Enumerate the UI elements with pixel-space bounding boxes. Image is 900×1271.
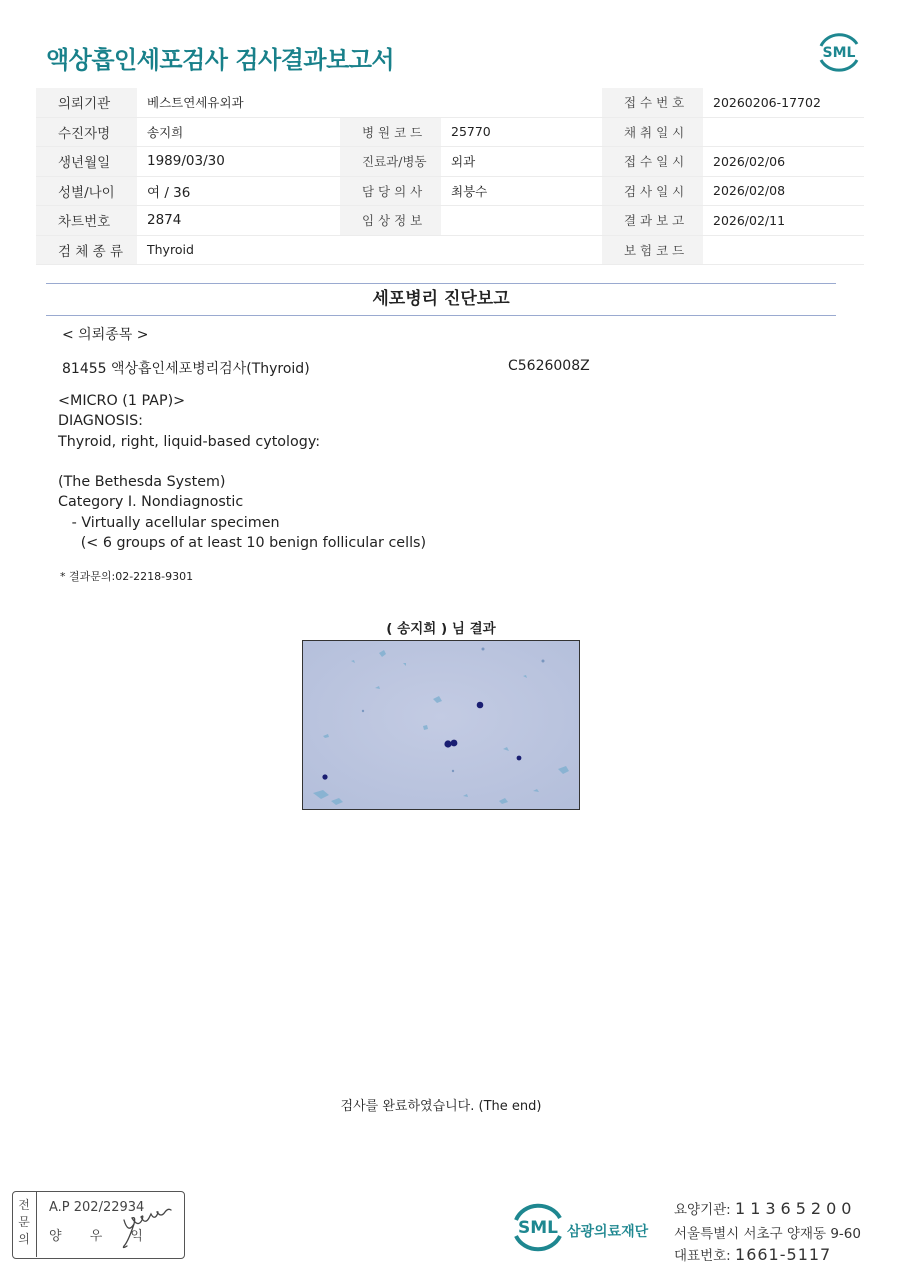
- info-label: 담 당 의 사: [340, 176, 441, 206]
- diagnosis-text: <MICRO (1 PAP)> DIAGNOSIS: Thyroid, right, liquid-based cytology: (The Bethesda System) Category I. Nondiagnostic - Virtually acellular specimen (< 6 groups of at least 10 benign follicular cells): [58, 393, 427, 552]
- info-value: 베스트연세유외과: [137, 88, 340, 117]
- info-value: Thyroid: [137, 235, 340, 265]
- info-value: [441, 88, 602, 117]
- info-label: 성별/나이: [36, 176, 137, 206]
- representative-phone: [674, 1244, 831, 1264]
- info-value: 2874: [137, 206, 340, 236]
- sml-foundation-logo-text: SML: [518, 1218, 558, 1238]
- info-value: [703, 235, 864, 265]
- footer-address: 서울특별시 서초구 양재동 9-60: [674, 1226, 861, 1242]
- care-number: 11365200: [735, 1199, 857, 1218]
- specialist-label-char: 문: [18, 1215, 30, 1229]
- sml-logo-text: SML: [822, 45, 856, 61]
- info-row: [36, 117, 864, 147]
- sml-logo-icon: [815, 30, 863, 74]
- info-row: [36, 147, 864, 177]
- info-label: 병 원 코 드: [340, 117, 441, 147]
- info-label: 차트번호: [36, 206, 137, 236]
- sml-foundation-logo-icon: [510, 1200, 566, 1254]
- info-value: [703, 117, 864, 147]
- info-row: [36, 176, 864, 206]
- info-value: 2026/02/06: [703, 147, 864, 177]
- request-number: C5626008Z: [508, 358, 590, 374]
- foundation-name: 삼광의료재단: [567, 1224, 649, 1240]
- specialist-label: [12, 1191, 37, 1257]
- info-label: 채 취 일 시: [602, 117, 703, 147]
- request-item: 81455 액상흡인세포병리검사(Thyroid): [62, 361, 310, 377]
- care-institution-number: [674, 1198, 856, 1218]
- info-value: [441, 206, 602, 236]
- info-value: [441, 235, 602, 265]
- cytology-slide-image: [302, 640, 580, 810]
- info-label: 접 수 번 호: [602, 88, 703, 117]
- phone-number: 1661-5117: [735, 1245, 832, 1264]
- info-value: 송지희: [137, 117, 340, 147]
- info-label: 결 과 보 고: [602, 206, 703, 236]
- info-row: [36, 235, 864, 265]
- info-label: 수진자명: [36, 117, 137, 147]
- info-value: 20260206-17702: [703, 88, 864, 117]
- pathologist-name: 양 우 익: [49, 1229, 155, 1244]
- result-contact: * 결과문의:02-2218-9301: [60, 570, 194, 583]
- phone-label: 대표번호:: [674, 1248, 736, 1264]
- info-label: [340, 235, 441, 265]
- info-value: 1989/03/30: [137, 147, 340, 177]
- info-label: 검 사 일 시: [602, 176, 703, 206]
- specialist-label-char: 전: [18, 1198, 30, 1212]
- info-label: [340, 88, 441, 117]
- info-label: 접 수 일 시: [602, 147, 703, 177]
- info-label: 임 상 정 보: [340, 206, 441, 236]
- info-label: 진료과/병동: [340, 147, 441, 177]
- info-row: [36, 88, 864, 117]
- info-value: 여 / 36: [137, 176, 340, 206]
- section-divider: [46, 315, 836, 316]
- section-title: 세포병리 진단보고: [372, 289, 510, 309]
- patient-info-table: [36, 88, 864, 265]
- info-value: 최붕수: [441, 176, 602, 206]
- info-value: 2026/02/11: [703, 206, 864, 236]
- specialist-label-char: 의: [18, 1232, 30, 1246]
- info-label: 생년월일: [36, 147, 137, 177]
- info-value: 2026/02/08: [703, 176, 864, 206]
- info-label: 검 체 종 류: [36, 235, 137, 265]
- image-caption: ( 송지희 ) 님 결과: [386, 621, 496, 637]
- info-value: 25770: [441, 117, 602, 147]
- end-message: 검사를 완료하였습니다. (The end): [340, 1099, 542, 1114]
- report-title: 액상흡인세포검사 검사결과보고서: [46, 46, 395, 74]
- info-value: 외과: [441, 147, 602, 177]
- care-label: 요양기관:: [674, 1202, 736, 1218]
- request-header: < 의뢰종목 >: [62, 327, 149, 343]
- info-row: [36, 206, 864, 236]
- info-label: 의뢰기관: [36, 88, 137, 117]
- ap-number: A.P 202/22934: [49, 1200, 145, 1215]
- info-label: 보 험 코 드: [602, 235, 703, 265]
- handwritten-signature-icon: [120, 1206, 186, 1252]
